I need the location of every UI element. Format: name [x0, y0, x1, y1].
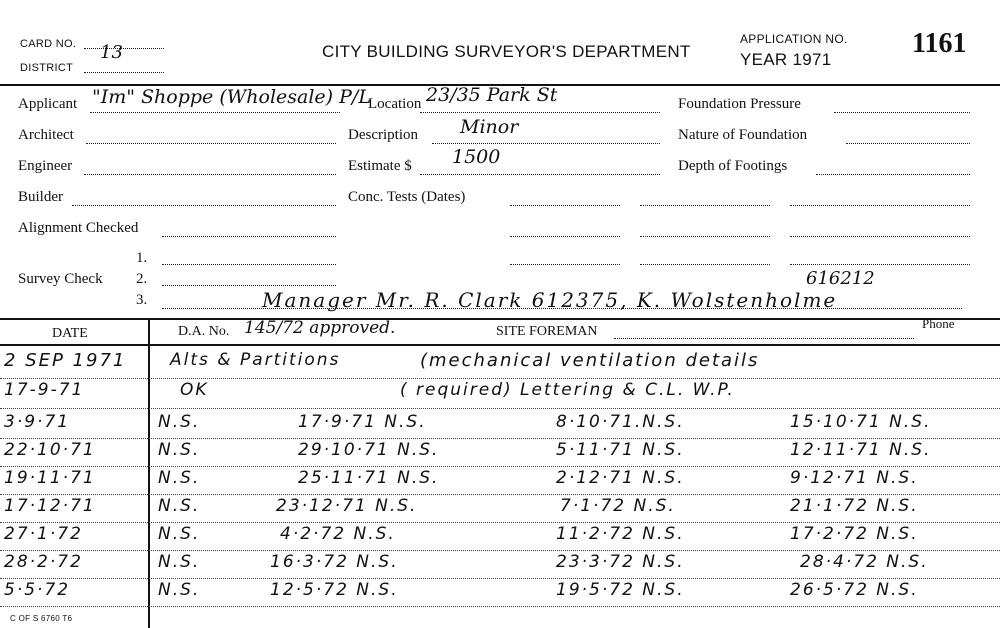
- row-entry: 5·11·71 N.S.: [556, 440, 685, 460]
- row-line: [0, 378, 1000, 379]
- row-entry: N.S.: [158, 496, 201, 516]
- architect-label: Architect: [18, 127, 74, 143]
- row-entry: N.S.: [158, 440, 201, 460]
- row-entry: 17·9·71 N.S.: [298, 412, 427, 432]
- row-line: [0, 408, 1000, 409]
- district-line: [84, 72, 164, 73]
- row-entry: ( required) Lettering & C.L. W.P.: [400, 380, 735, 400]
- row-entry: 11·2·72 N.S.: [556, 524, 685, 544]
- builder-line: [72, 205, 336, 206]
- extra-line-3: [790, 236, 970, 237]
- row-entry: 28·4·72 N.S.: [800, 552, 929, 572]
- row-date: 22·10·71: [4, 440, 96, 460]
- row-date: 28·2·72: [4, 552, 83, 572]
- estimate-label: Estimate $: [348, 158, 412, 174]
- row-line: [0, 466, 1000, 467]
- card-no-line: [84, 48, 164, 49]
- nature-of-foundation-line: [846, 143, 970, 144]
- engineer-line: [84, 174, 336, 175]
- applicant-label: Applicant: [18, 96, 78, 112]
- row-line: [0, 578, 1000, 579]
- card-no-label: CARD NO.: [20, 38, 77, 50]
- form-code: C OF S 6760 T6: [10, 614, 73, 623]
- row-date: 3·9·71: [4, 412, 71, 432]
- row-entry: 17·2·72 N.S.: [790, 524, 919, 544]
- da-no-label: D.A. No.: [178, 324, 230, 339]
- department-title: CITY BUILDING SURVEYOR'S DEPARTMENT: [322, 42, 691, 61]
- description-line: [432, 143, 660, 144]
- extra-line-4: [510, 264, 620, 265]
- alignment-checked-label: Alignment Checked: [18, 220, 139, 236]
- row-entry: 12·5·72 N.S.: [270, 580, 399, 600]
- card-no-value: 13: [100, 42, 123, 63]
- conc-tests-line-1: [510, 205, 620, 206]
- nature-of-foundation-label: Nature of Foundation: [678, 127, 808, 143]
- row-line: [0, 494, 1000, 495]
- application-no-label: APPLICATION NO.: [740, 32, 848, 46]
- builder-label: Builder: [18, 189, 63, 205]
- conc-tests-label: Conc. Tests (Dates): [348, 189, 466, 205]
- row-line: [0, 438, 1000, 439]
- extra-line-1: [510, 236, 620, 237]
- row-entry: 15·10·71 N.S.: [790, 412, 932, 432]
- location-line: [420, 112, 660, 113]
- alignment-checked-line: [162, 236, 336, 237]
- survey-2-line: [162, 285, 336, 286]
- location-value: 23/35 Park St: [426, 84, 558, 106]
- survey-3-value: Manager Mr. R. Clark 612375, K. Wolstenholme: [262, 288, 838, 312]
- row-entry: 7·1·72 N.S.: [560, 496, 676, 516]
- estimate-line: [420, 174, 660, 175]
- row-date: 17-9-71: [4, 380, 85, 400]
- applicant-line: [90, 112, 340, 113]
- row-entry: N.S.: [158, 412, 201, 432]
- extra-line-6: [790, 264, 970, 265]
- row-entry: 23·12·71 N.S.: [276, 496, 418, 516]
- row-date: 2 SEP 1971: [4, 350, 127, 371]
- applicant-value: "Im" Shoppe (Wholesale) P/L: [92, 86, 371, 108]
- row-entry: 4·2·72 N.S.: [280, 524, 396, 544]
- foundation-pressure-line: [834, 112, 970, 113]
- row-entry: 8·10·71.N.S.: [556, 412, 685, 432]
- row-date: 17·12·71: [4, 496, 96, 516]
- year-label: YEAR 1971: [740, 50, 832, 69]
- row-entry: N.S.: [158, 524, 201, 544]
- row-entry: 12·11·71 N.S.: [790, 440, 932, 460]
- row-line: [0, 550, 1000, 551]
- depth-of-footings-line: [816, 174, 970, 175]
- phone-label: Phone: [922, 316, 955, 331]
- survey-1-label: 1.: [136, 250, 148, 266]
- row-entry: N.S.: [158, 552, 201, 572]
- location-label: Location: [368, 96, 422, 112]
- row-entry: OK: [180, 380, 209, 400]
- date-column-divider: [148, 318, 150, 628]
- table-top-rule: [0, 318, 1000, 320]
- extra-line-5: [640, 264, 770, 265]
- row-entry: 29·10·71 N.S.: [298, 440, 440, 460]
- row-date: 5·5·72: [4, 580, 71, 600]
- district-label: DISTRICT: [20, 62, 74, 74]
- row-date: 19·11·71: [4, 468, 96, 488]
- survey-2-label: 2.: [136, 271, 148, 287]
- row-line: [0, 522, 1000, 523]
- row-entry: 16·3·72 N.S.: [270, 552, 399, 572]
- row-entry: 19·5·72 N.S.: [556, 580, 685, 600]
- survey-check-label: Survey Check: [18, 271, 103, 287]
- foundation-pressure-label: Foundation Pressure: [678, 96, 801, 112]
- description-label: Description: [348, 127, 418, 143]
- da-no-value: 145/72 approved.: [244, 318, 396, 338]
- row-line: [0, 606, 1000, 607]
- date-column-header: DATE: [52, 326, 88, 341]
- survey-1-line: [162, 264, 336, 265]
- row-entry: N.S.: [158, 468, 201, 488]
- depth-of-footings-label: Depth of Footings: [678, 158, 788, 174]
- extra-line-2: [640, 236, 770, 237]
- survey-3-label: 3.: [136, 292, 148, 308]
- row-entry: (mechanical ventilation details: [420, 350, 760, 371]
- architect-line: [86, 143, 336, 144]
- conc-tests-line-3: [790, 205, 970, 206]
- survey-extra-phone: 616212: [806, 268, 875, 289]
- row-entry: N.S.: [158, 580, 201, 600]
- table-header-rule: [0, 344, 1000, 346]
- description-value: Minor: [460, 116, 519, 138]
- row-entry: 23·3·72 N.S.: [556, 552, 685, 572]
- estimate-value: 1500: [452, 146, 501, 168]
- engineer-label: Engineer: [18, 158, 73, 174]
- row-entry: 26·5·72 N.S.: [790, 580, 919, 600]
- row-entry: 2·12·71 N.S.: [556, 468, 685, 488]
- row-entry: 9·12·71 N.S.: [790, 468, 919, 488]
- conc-tests-line-2: [640, 205, 770, 206]
- row-entry: Alts & Partitions: [170, 350, 341, 370]
- row-entry: 21·1·72 N.S.: [790, 496, 919, 516]
- site-foreman-line: [614, 338, 914, 339]
- site-foreman-label: SITE FOREMAN: [496, 324, 598, 339]
- row-entry: 25·11·71 N.S.: [298, 468, 440, 488]
- row-date: 27·1·72: [4, 524, 83, 544]
- application-number: 1161: [912, 28, 967, 59]
